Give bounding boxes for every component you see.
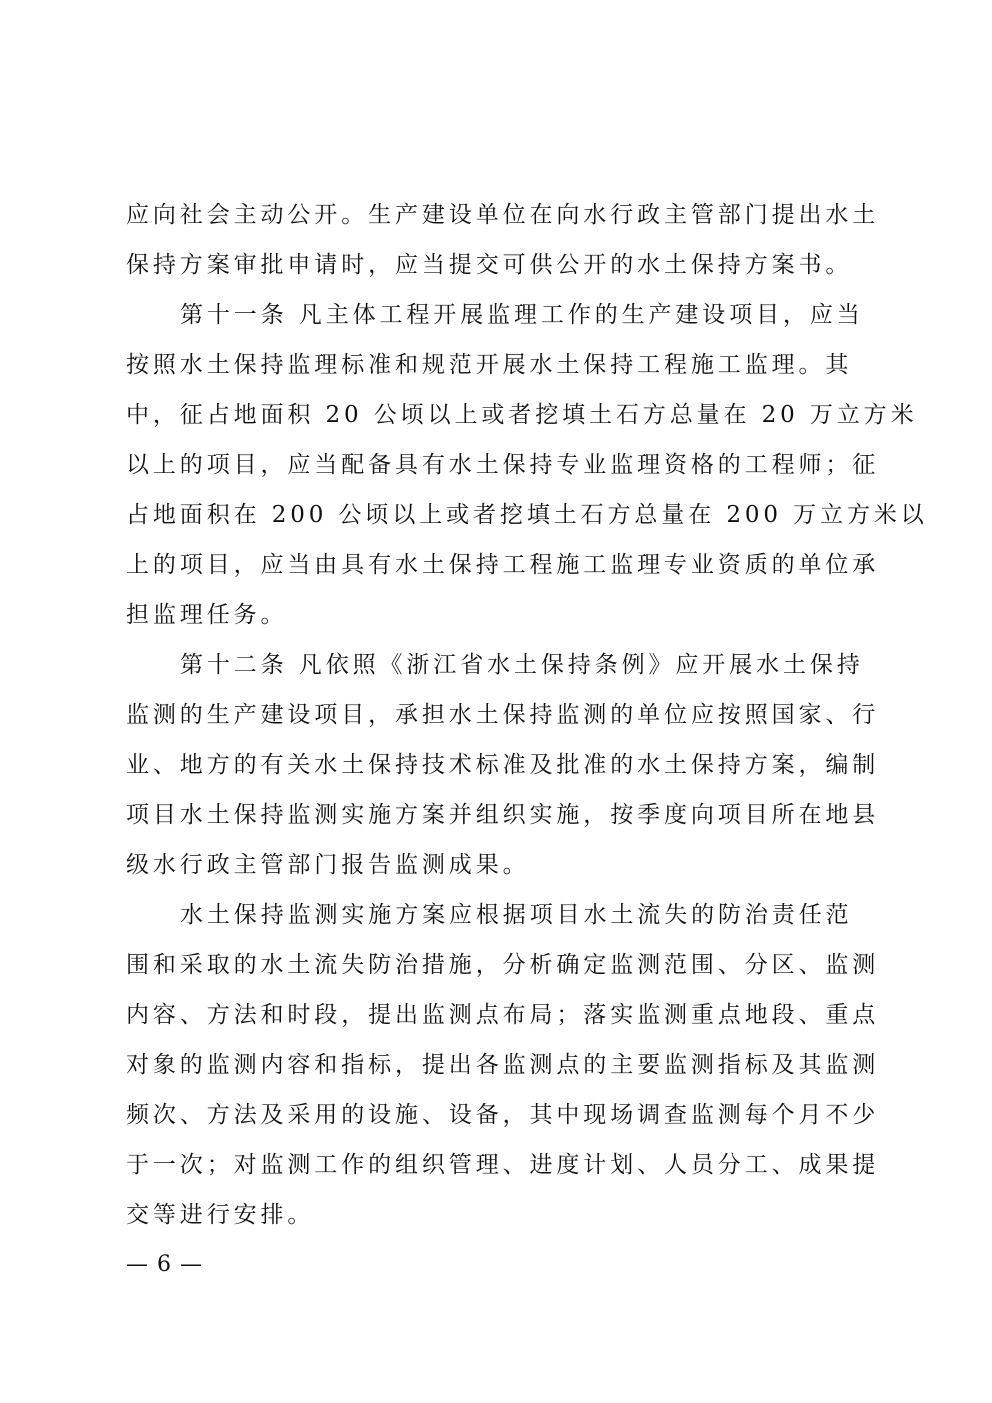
article-11-first-line: 第十一条 凡主体工程开展监理工作的生产建设项目，应当	[180, 302, 864, 328]
text-line: 担监理任务。	[126, 602, 288, 628]
text-line: 以上的项目，应当配备具有水土保持专业监理资格的工程师；征	[126, 452, 880, 478]
text-line: 上的项目，应当由具有水土保持工程施工监理专业资质的单位承	[126, 552, 880, 578]
page-number: — 6 —	[126, 1252, 203, 1277]
text-line: 于一次；对监测工作的组织管理、进度计划、人员分工、成果提	[126, 1152, 880, 1178]
article-12-first-line: 第十二条 凡依照《浙江省水土保持条例》应开展水土保持	[180, 652, 864, 678]
text-line: 项目水土保持监测实施方案并组织实施，按季度向项目所在地县	[126, 802, 880, 828]
text-line: 对象的监测内容和指标，提出各监测点的主要监测指标及其监测	[126, 1052, 880, 1078]
text-line: 保持方案审批申请时，应当提交可供公开的水土保持方案书。	[126, 252, 853, 278]
paragraph-first-line: 水土保持监测实施方案应根据项目水土流失的防治责任范	[180, 902, 853, 928]
text-line: 按照水土保持监理标准和规范开展水土保持工程施工监理。其	[126, 352, 853, 378]
text-line: 应向社会主动公开。生产建设单位在向水行政主管部门提出水土	[126, 202, 880, 228]
text-line: 交等进行安排。	[126, 1202, 315, 1228]
text-line: 频次、方法及采用的设施、设备，其中现场调查监测每个月不少	[126, 1102, 880, 1128]
body-text	[126, 190, 928, 1240]
text-line: 围和采取的水土流失防治措施，分析确定监测范围、分区、监测	[126, 952, 880, 978]
text-line: 监测的生产建设项目，承担水土保持监测的单位应按照国家、行	[126, 702, 880, 728]
text-line: 中，征占地面积 20 公顷以上或者挖填土石方总量在 20 万立方米	[126, 402, 918, 428]
text-line: 内容、方法和时段，提出监测点布局；落实监测重点地段、重点	[126, 1002, 880, 1028]
text-line: 级水行政主管部门报告监测成果。	[126, 852, 530, 878]
text-line: 业、地方的有关水土保持技术标准及批准的水土保持方案，编制	[126, 752, 880, 778]
text-line: 占地面积在 200 公顷以上或者挖填土石方总量在 200 万立方米以	[126, 502, 928, 528]
